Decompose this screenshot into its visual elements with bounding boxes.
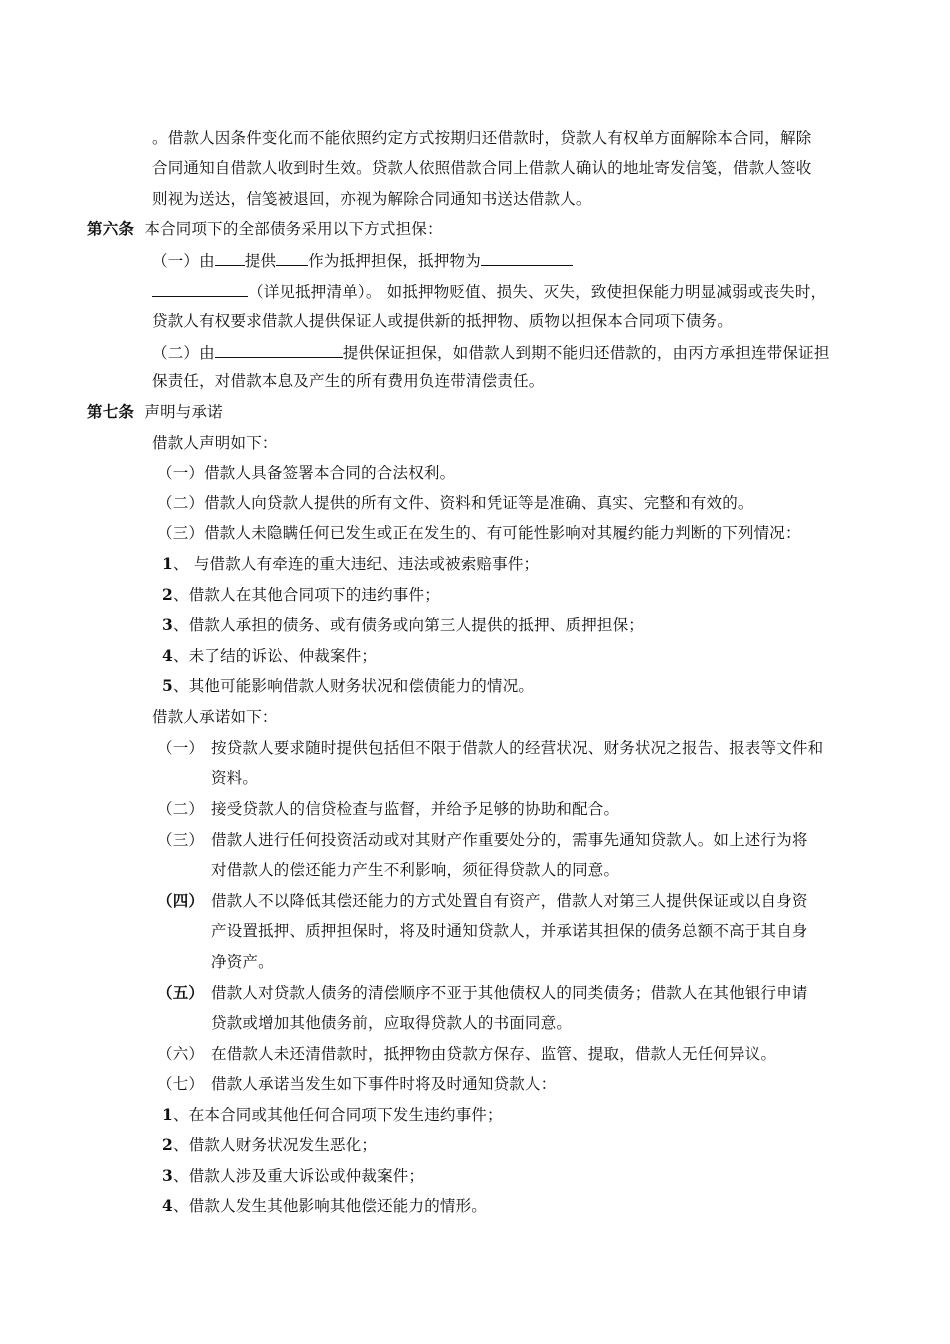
promise-number: （六） xyxy=(157,1045,205,1063)
blank-field xyxy=(481,248,573,266)
subitem-text: 、借款人涉及重大诉讼或仲裁案件； xyxy=(173,1167,425,1185)
blank-field xyxy=(215,340,343,358)
article-6-item-2-line-1 xyxy=(152,340,830,362)
subitem-number: 1 xyxy=(162,554,173,573)
declaration-subitem xyxy=(162,584,440,606)
item-number: （三） xyxy=(157,524,205,542)
article-6-heading-line xyxy=(87,218,443,240)
item-prefix: （一）由 xyxy=(152,252,215,270)
subitem-number: 2 xyxy=(162,1135,173,1154)
article-6-item-2-line-2: 保责任，对借款本息及产生的所有费用负连带清偿责任。 xyxy=(152,372,545,390)
promise-intro: 借款人承诺如下： xyxy=(152,708,278,726)
article-6-item-1-line-2 xyxy=(152,279,826,301)
promise-text-line: 贷款或增加其他债务前，应取得贷款人的书面同意。 xyxy=(211,1014,573,1032)
item-text: （详见抵押清单）。 如抵押物贬值、损失、灭失，致使担保能力明显减弱或丧失时， xyxy=(248,283,827,301)
promise-number: （三） xyxy=(157,831,205,849)
article-6-heading: 第六条 xyxy=(87,219,135,238)
subitem-text: 、借款人发生其他影响其他偿还能力的情形。 xyxy=(173,1197,488,1215)
promise-number: （七） xyxy=(157,1075,205,1093)
promise-text-line: 借款人承诺当发生如下事件时将及时通知贷款人： xyxy=(211,1075,557,1093)
promise-text-line: 资料。 xyxy=(211,769,259,787)
declaration-subitem xyxy=(162,553,539,575)
item-text: 借款人具备签署本合同的合法权利。 xyxy=(204,464,456,482)
promise-text-line: 借款人不以降低其偿还能力的方式处置自有资产，借款人对第三人提供保证或以自身资 xyxy=(211,892,808,910)
subitem-text: 、在本合同或其他任何合同项下发生违约事件； xyxy=(173,1106,503,1124)
subitem-text: 、 与借款人有牵连的重大违纪、违法或被索赔事件； xyxy=(173,555,540,573)
declaration-subitem xyxy=(162,614,644,636)
blank-field xyxy=(276,248,308,266)
subitem-text: 、借款人财务状况发生恶化； xyxy=(173,1136,378,1154)
item-text: 借款人未隐瞒任何已发生或正在发生的、有可能性影响对其履约能力判断的下列情况： xyxy=(204,524,801,542)
article-7-text: 声明与承诺 xyxy=(144,403,223,421)
declaration-item xyxy=(157,462,455,484)
subitem-number: 3 xyxy=(162,615,173,634)
declaration-item xyxy=(157,492,754,514)
promise-text-line: 借款人进行任何投资活动或对其财产作重要处分的，需事先通知贷款人。如上述行为将 xyxy=(211,831,808,849)
promise-number: （五） xyxy=(157,983,205,1002)
declaration-subitem xyxy=(162,645,377,667)
item-number: （一） xyxy=(157,464,205,482)
article-7-heading: 第七条 xyxy=(87,402,135,421)
subitem-text: 、借款人承担的债务、或有债务或向第三人提供的抵押、质押担保； xyxy=(173,616,645,634)
promise-text-line: 对借款人的偿还能力产生不利影响，须征得贷款人的同意。 xyxy=(211,861,620,879)
promise-subitem xyxy=(162,1165,424,1187)
subitem-text: 、其他可能影响借款人财务状况和偿债能力的情况。 xyxy=(173,677,535,695)
item-number: （二） xyxy=(157,494,205,512)
declaration-subitem xyxy=(162,675,534,697)
article-7-heading-line xyxy=(87,401,223,423)
subitem-number: 4 xyxy=(162,646,173,665)
promise-number: （四） xyxy=(157,891,205,910)
subitem-number: 3 xyxy=(162,1166,173,1185)
promise-text-line: 产设置抵押、质押担保时，将及时通知贷款人，并承诺其担保的债务总额不高于其自身 xyxy=(211,922,808,940)
promise-subitem xyxy=(162,1195,487,1217)
promise-text-line: 净资产。 xyxy=(211,953,274,971)
declaration-item xyxy=(157,522,801,544)
article-6-item-1-line-1 xyxy=(152,248,573,270)
subitem-text: 、借款人在其他合同项下的违约事件； xyxy=(173,586,440,604)
promise-subitem xyxy=(162,1104,503,1126)
item-text: 借款人向贷款人提供的所有文件、资料和凭证等是准确、真实、完整和有效的。 xyxy=(204,494,754,512)
subitem-text: 、未了结的诉讼、仲裁案件； xyxy=(173,647,378,665)
declaration-intro: 借款人声明如下： xyxy=(152,434,278,452)
subitem-number: 5 xyxy=(162,676,173,695)
promise-text-line: 按贷款人要求随时提供包括但不限于借款人的经营状况、财务状况之报告、报表等文件和 xyxy=(211,739,824,757)
article-6-text: 本合同项下的全部债务采用以下方式担保： xyxy=(144,220,443,238)
promise-text-line: 在借款人未还清借款时，抵押物由贷款方保存、监管、提取，借款人无任何异议。 xyxy=(211,1045,777,1063)
promise-text-line: 接受贷款人的信贷检查与监督，并给予足够的协助和配合。 xyxy=(211,800,620,818)
promise-number: （一） xyxy=(157,739,205,757)
promise-text-line: 借款人对贷款人债务的清偿顺序不亚于其他债权人的同类债务；借款人在其他银行申请 xyxy=(211,984,808,1002)
blank-field xyxy=(152,279,248,297)
item-text: 提供 xyxy=(244,252,277,270)
paragraph-line: 合同通知自借款人收到时生效。贷款人依照借款合同上借款人确认的地址寄发信笺，借款人签收 xyxy=(152,159,812,177)
item-text: 作为抵押担保，抵押物为 xyxy=(308,252,481,270)
promise-number: （二） xyxy=(157,800,205,818)
subitem-number: 2 xyxy=(162,585,173,604)
item-text: 提供保证担保，如借款人到期不能归还借款的，由丙方承担连带保证担 xyxy=(342,344,830,362)
blank-field xyxy=(215,248,245,266)
item-prefix: （二）由 xyxy=(152,344,215,362)
subitem-number: 4 xyxy=(162,1196,173,1215)
article-6-item-1-line-3: 贷款人有权要求借款人提供保证人或提供新的抵押物、质物以担保本合同项下债务。 xyxy=(152,312,733,330)
paragraph-line: 。借款人因条件变化而不能依照约定方式按期归还借款时，贷款人有权单方面解除本合同，解除 xyxy=(152,129,812,147)
paragraph-line: 则视为送达，信笺被退回，亦视为解除合同通知书送达借款人。 xyxy=(152,190,592,208)
promise-subitem xyxy=(162,1134,377,1156)
subitem-number: 1 xyxy=(162,1105,173,1124)
